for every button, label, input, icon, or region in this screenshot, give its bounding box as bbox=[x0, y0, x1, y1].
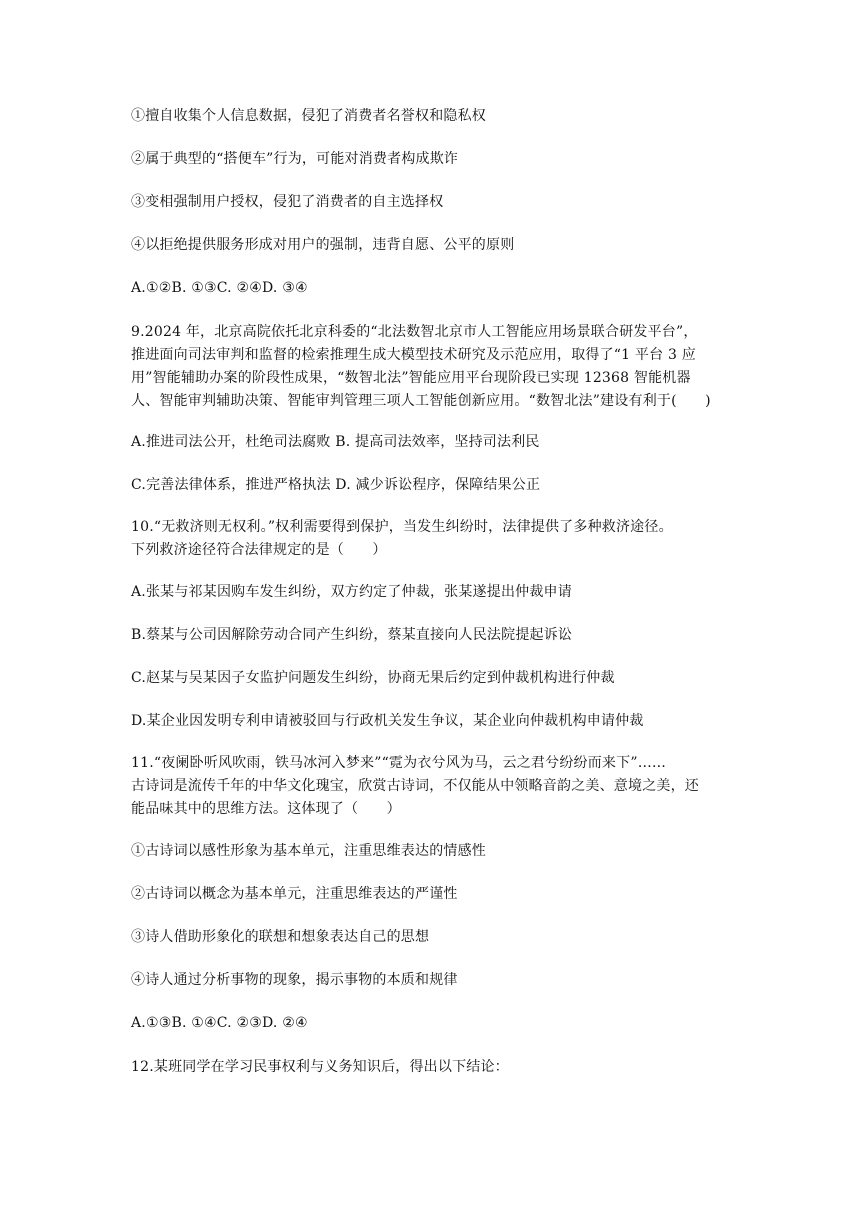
q10-option-d: D.某企业因发明专利申请被驳回与行政机关发生争议，某企业向仲裁机构申请仲裁 bbox=[131, 713, 644, 729]
q11-option-1: ①古诗词以感性形象为基本单元，注重思维表达的情感性 bbox=[131, 843, 486, 859]
q11-stem-line-3: 能品味其中的思维方法。这体现了（ ） bbox=[131, 801, 401, 817]
q11-option-4: ④诗人通过分析事物的现象，揭示事物的本质和规律 bbox=[131, 972, 458, 988]
q9-stem-line-1: 9.2024 年，北京高院依托北京科委的“北法数智北京市人工智能应用场景联合研发平台”， bbox=[131, 324, 698, 340]
q9-stem-line-4: 人、智能审判辅助决策、智能审判管理三项人工智能创新应用。“数智北法”建设有利于( ) bbox=[131, 393, 711, 409]
q8-option-1: ①擅自收集个人信息数据，侵犯了消费者名誉权和隐私权 bbox=[131, 108, 486, 124]
q9-stem-line-3: 用”智能辅助办案的阶段性成果，“数智北法”智能应用平台现阶段已实现 12368 智能机器 bbox=[131, 370, 691, 386]
q10-stem-line-1: 10.“无救济则无权利。”权利需要得到保护，当发生纠纷时，法律提供了多种救济途径。 bbox=[131, 519, 673, 535]
q10-option-a: A.张某与祁某因购车发生纠纷，双方约定了仲裁，张某遂提出仲裁申请 bbox=[131, 584, 572, 600]
q8-option-4: ④以拒绝提供服务形成对用户的强制，违背自愿、公平的原则 bbox=[131, 237, 515, 253]
q12-stem: 12.某班同学在学习民事权利与义务知识后，得出以下结论： bbox=[131, 1059, 509, 1075]
q10-option-b: B.蔡某与公司因解除劳动合同产生纠纷，蔡某直接向人民法院提起诉讼 bbox=[131, 627, 573, 643]
q8-answer-choices: A.①②B. ①③C. ②④D. ③④ bbox=[131, 280, 308, 296]
q11-stem-line-2: 古诗词是流传千年的中华文化瑰宝，欣赏古诗词，不仅能从中领略音韵之美、意境之美，还 bbox=[131, 778, 699, 794]
q11-answer-choices: A.①③B. ①④C. ②③D. ②④ bbox=[131, 1015, 308, 1031]
q10-stem-line-2: 下列救济途径符合法律规定的是（ ） bbox=[131, 542, 387, 558]
q8-option-2: ②属于典型的“搭便车”行为，可能对消费者构成欺诈 bbox=[131, 151, 459, 167]
q8-option-3: ③变相强制用户授权，侵犯了消费者的自主选择权 bbox=[131, 194, 444, 210]
q11-option-2: ②古诗词以概念为基本单元，注重思维表达的严谨性 bbox=[131, 886, 458, 902]
q11-stem-line-1: 11.“夜阑卧听风吹雨，铁马冰河入梦来”“霓为衣兮风为马，云之君兮纷纷而来下”…… bbox=[131, 755, 667, 771]
q9-answer-ab: A.推进司法公开，杜绝司法腐败 B. 提高司法效率，坚持司法利民 bbox=[131, 434, 540, 450]
q9-answer-cd: C.完善法律体系，推进严格执法 D. 减少诉讼程序，保障结果公正 bbox=[131, 477, 541, 493]
q11-option-3: ③诗人借助形象化的联想和想象表达自己的思想 bbox=[131, 929, 430, 945]
q10-option-c: C.赵某与吴某因子女监护问题发生纠纷，协商无果后约定到仲裁机构进行仲裁 bbox=[131, 670, 615, 686]
q9-stem-line-2: 推进面向司法审判和监督的检索推理生成大模型技术研究及示范应用，取得了“1 平台 3 应 bbox=[131, 347, 696, 363]
